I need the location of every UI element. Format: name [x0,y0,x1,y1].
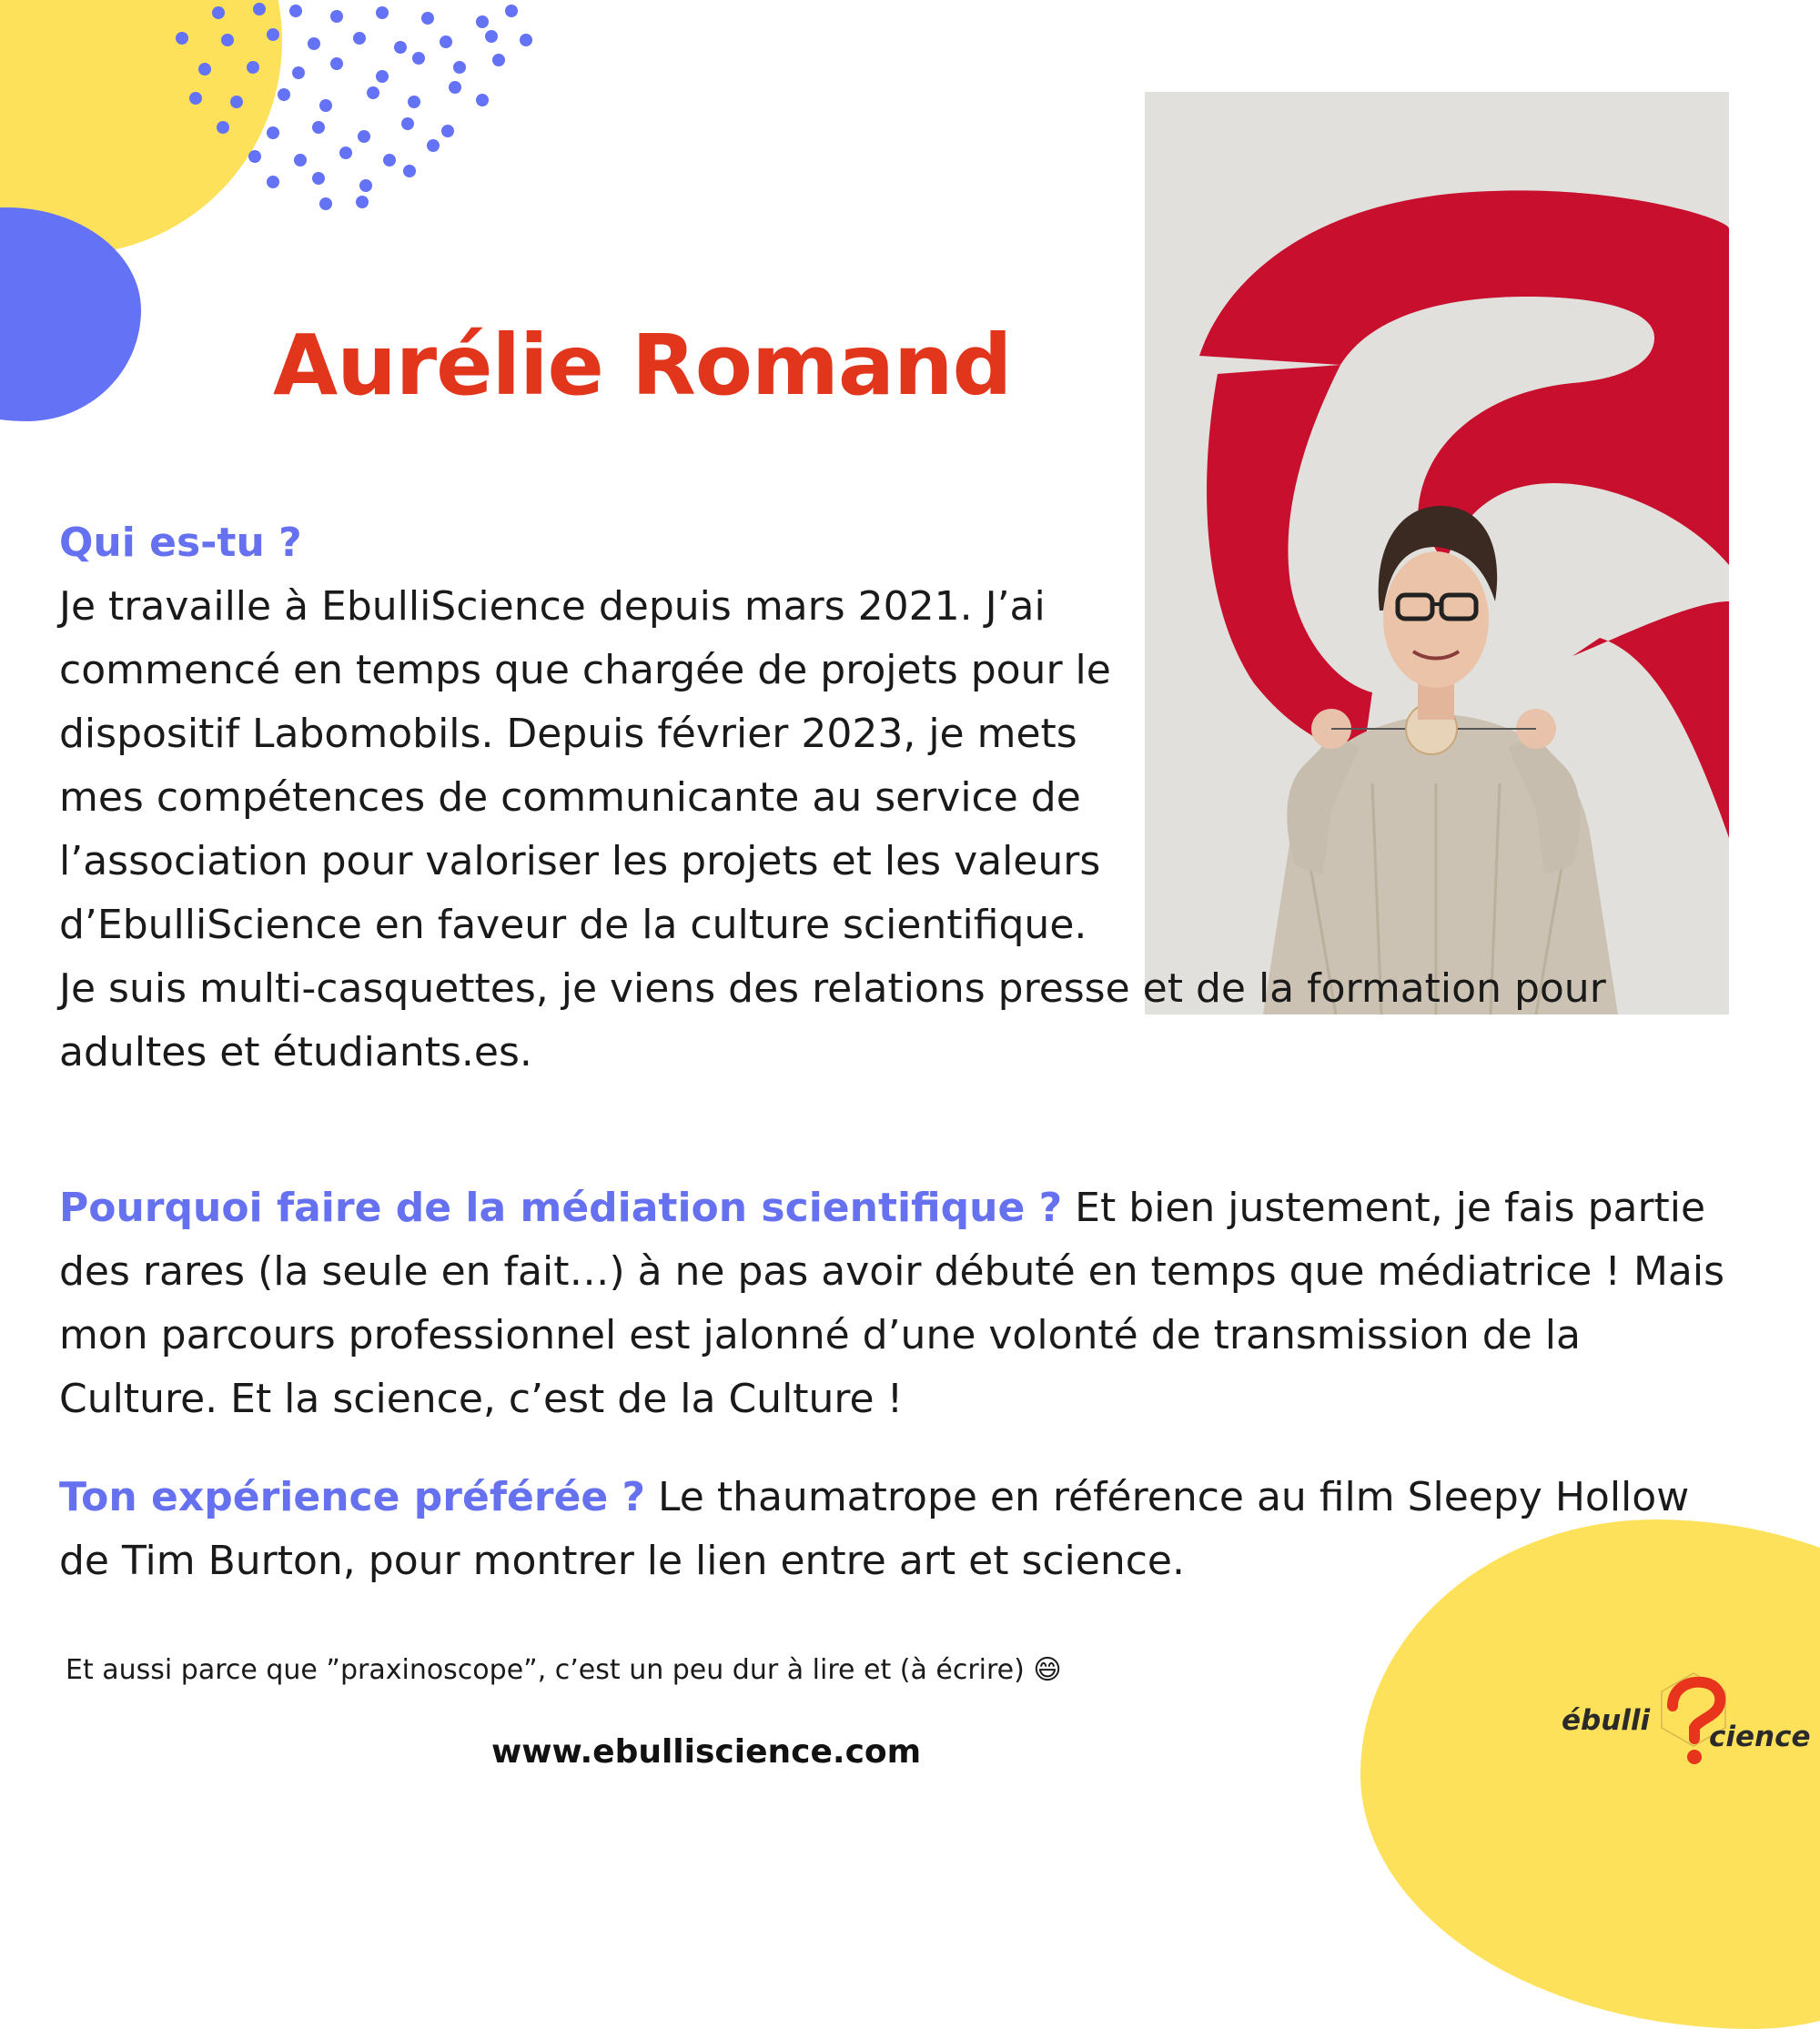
page-title: Aurélie Romand [273,317,1012,414]
decorative-dot [253,3,266,15]
decorative-dot [421,12,434,25]
decorative-dot [408,96,420,108]
decorative-dot [289,5,302,17]
decorative-dot [176,32,188,45]
decorative-dot [492,54,505,66]
decorative-dot [319,99,332,112]
favorite-question: Ton expérience préférée ? [59,1474,646,1520]
logo-question-mark-icon [1653,1670,1734,1770]
decorative-dot [248,150,261,163]
decorative-dot [449,81,461,94]
decorative-dot [403,165,416,177]
decorative-dot [394,41,407,54]
decorative-dot [412,52,425,65]
decorative-dot [440,35,452,48]
decorative-dot [319,197,332,210]
decorative-dot [292,66,305,79]
decorative-dot [376,70,389,83]
intro-question: Qui es-tu ? [59,520,302,566]
intro-paragraph: Je travaille à EbulliScience depuis mars 2021. J’ai commencé en temps que chargée de projets pour le dispositif Labomobils. Depuis février 2023, je mets mes compétences de communicante au service de l’association pour valoriser les projets et les valeurs d’EbulliScience en faveur de la culture scientifique. [59,583,1111,948]
decorative-dot [221,34,234,46]
why-answer: Et bien justement, je fais partie des rares (la seule en fait…) à ne pas avoir débuté en temps que médiatrice ! Mais mon parcours professionnel est jalonné d’une volonté de transmission de la Culture. Et la science, c’est de la Culture ! [59,1185,1725,1422]
decorative-dot [330,10,343,23]
decorative-dot [294,154,307,167]
logo-text-cience: cience [1709,1721,1811,1753]
decorative-dot [401,117,414,130]
decorative-dot [330,57,343,70]
aside-note: Et aussi parce que ”praxinoscope”, c’est un peu dur à lire et (à écrire) 😄 [66,1654,1062,1686]
portrait-illustration [1145,92,1729,1014]
decorative-dot [217,121,229,134]
decorative-dot [359,179,372,192]
intro-paragraph-2: Je suis multi-casquettes, je viens des relations presse et de la formation pour adultes et étudiants.es. [59,965,1606,1075]
decorative-dot [278,88,290,101]
logo-text-ebulli: ébulli [1562,1704,1651,1737]
decorative-dot [383,154,396,167]
decorative-dot [356,196,369,208]
decorative-dot-pattern [0,0,564,237]
ebulliscience-logo [1562,1670,1811,1770]
decorative-dot [520,34,532,46]
decorative-dot [212,6,225,19]
decorative-dot [376,6,389,19]
intro-section [59,511,1606,1085]
decorative-yellow-blob-bottom-right [1360,1519,1820,2029]
why-question: Pourquoi faire de la médiation scientifique ? [59,1185,1063,1231]
decorative-dot [189,92,202,105]
decorative-dot [476,15,489,28]
decorative-dot [267,28,279,41]
decorative-dot [427,139,440,152]
decorative-dot [476,94,489,106]
website-link[interactable]: www.ebulliscience.com [491,1733,922,1771]
decorative-dot [198,63,211,76]
favorite-section [59,1466,1752,1593]
decorative-dot [312,121,325,134]
favorite-answer: Le thaumatrope en référence au film Sleepy Hollow de Tim Burton, pour montrer le lien entre art et science. [59,1474,1690,1584]
decorative-dot [367,86,379,99]
decorative-dot [339,146,352,159]
decorative-dot [505,5,518,17]
decorative-dot [308,37,320,50]
why-section [59,1176,1752,1431]
decorative-dot [485,30,498,43]
decorative-dot [267,176,279,188]
decorative-dot [312,172,325,185]
decorative-dot [267,126,279,139]
decorative-dot [441,125,454,137]
decorative-dot [353,32,366,45]
decorative-dot [247,61,259,74]
portrait-photo [1145,92,1729,1014]
decorative-dot [230,96,243,108]
decorative-dot [358,130,370,143]
decorative-dot [453,61,466,74]
